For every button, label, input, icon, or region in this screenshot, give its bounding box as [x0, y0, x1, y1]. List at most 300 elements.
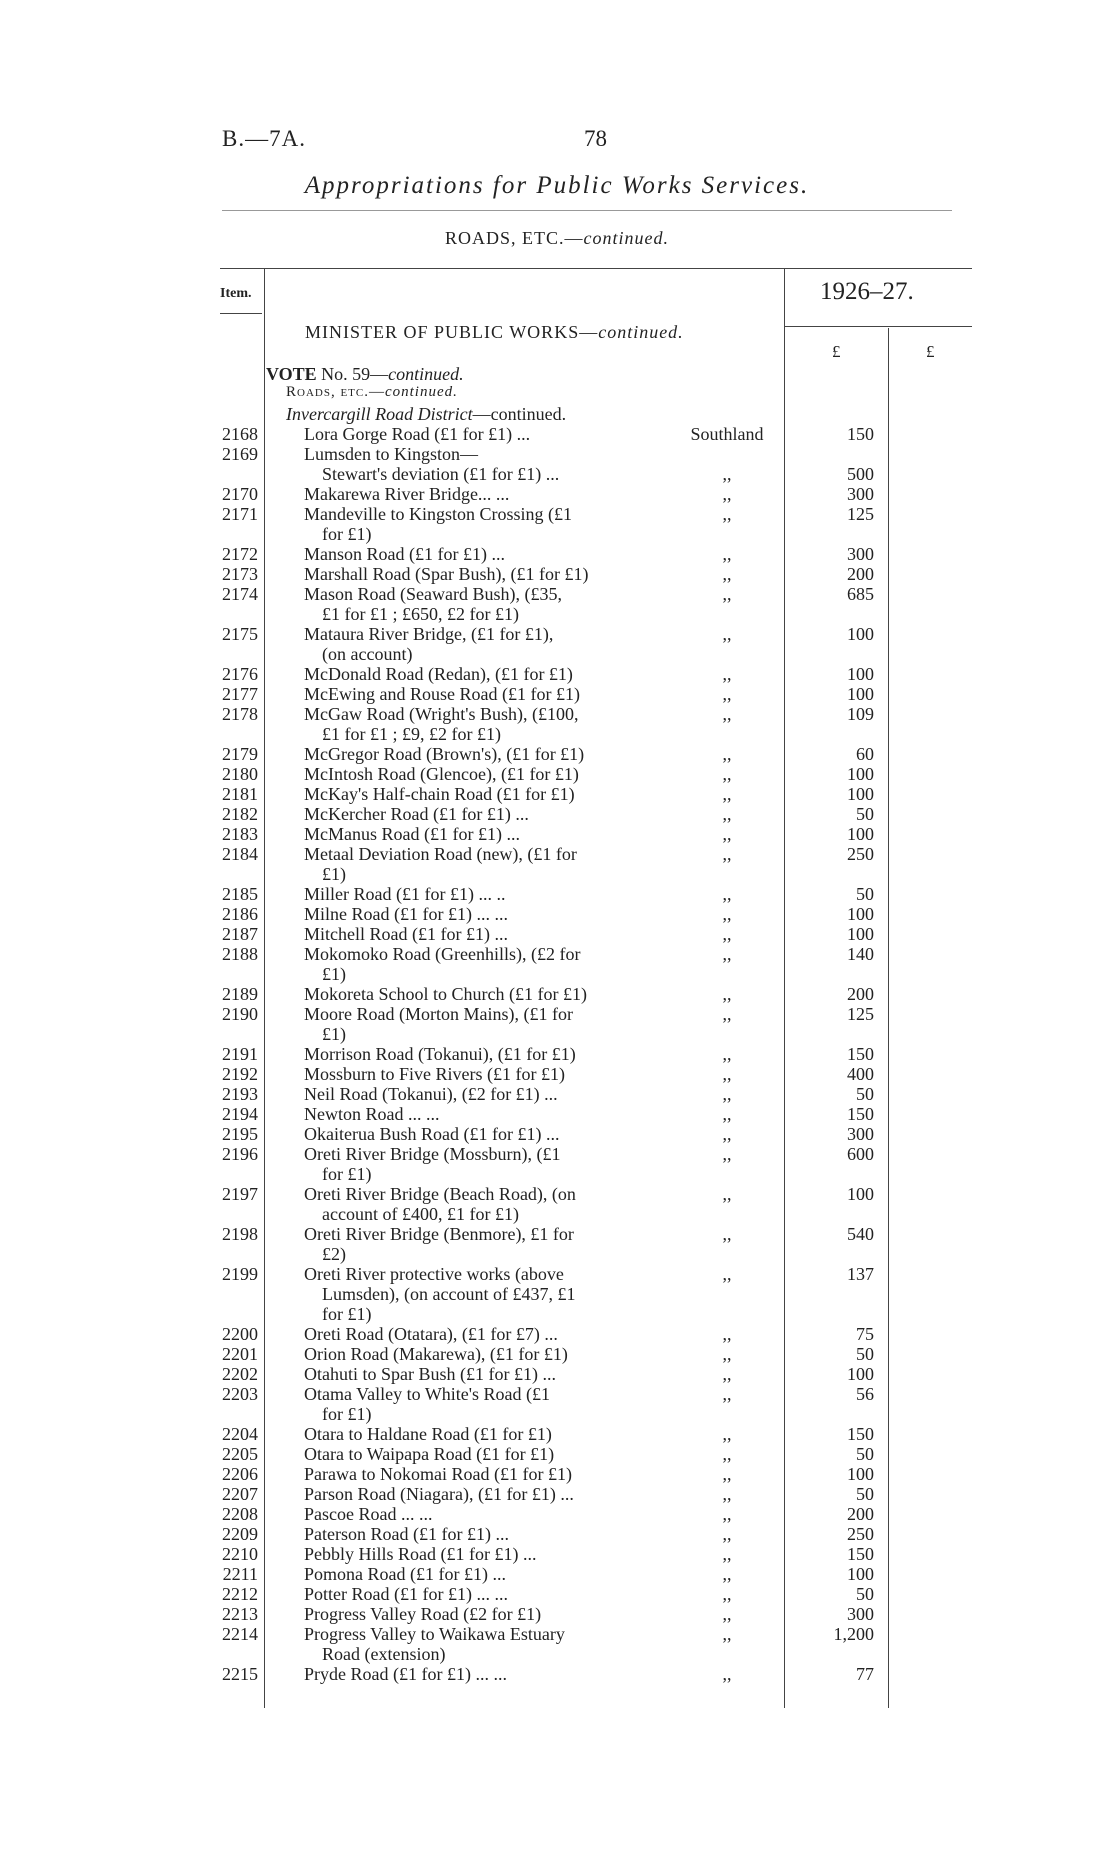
- item-number: 2211: [222, 1564, 258, 1584]
- table-row: [0, 664, 1114, 684]
- item-description: [304, 1444, 638, 1464]
- item-description: [304, 1624, 638, 1664]
- item-number: 2178: [222, 704, 258, 724]
- section-heading-continued: continued.: [583, 228, 669, 248]
- amount-cell: 300: [847, 484, 874, 504]
- district-cell: ,,: [722, 1004, 732, 1024]
- item-description: [304, 1664, 638, 1684]
- amount-cell: 75: [856, 1324, 874, 1344]
- district-cell: ,,: [722, 1124, 732, 1144]
- table-row: [0, 1524, 1114, 1544]
- district-heading: [286, 404, 566, 425]
- table-row: [0, 444, 1114, 464]
- item-number: 2207: [222, 1484, 258, 1504]
- item-number: 2195: [222, 1124, 258, 1144]
- description-line: for £1): [322, 1304, 372, 1324]
- item-description: [304, 484, 638, 504]
- item-number: 2187: [222, 924, 258, 944]
- description-line: Lumsden), (on account of £437, £1: [322, 1284, 576, 1304]
- item-description: [304, 1344, 638, 1364]
- description-line: for £1): [322, 1164, 372, 1184]
- table-row: [0, 764, 1114, 784]
- description-line: Stewart's deviation (£1 for £1) ...: [322, 464, 560, 484]
- item-number: 2191: [222, 1044, 258, 1064]
- description-line: Lumsden to Kingston—: [304, 444, 478, 464]
- item-description: [304, 1464, 638, 1484]
- table-row: [0, 1584, 1114, 1604]
- amount-cell: 150: [847, 424, 874, 444]
- table-row: [0, 684, 1114, 704]
- amount-cell: 250: [847, 1524, 874, 1544]
- table-row: [0, 1184, 1114, 1224]
- description-line: Lora Gorge Road (£1 for £1) ...: [304, 424, 531, 444]
- table-row: [0, 504, 1114, 544]
- item-number: 2200: [222, 1324, 258, 1344]
- table-row: [0, 424, 1114, 444]
- district-cell: ,,: [722, 904, 732, 924]
- item-number: 2193: [222, 1084, 258, 1104]
- vote-label: VOTE: [266, 364, 317, 384]
- amount-cell: 685: [847, 584, 874, 604]
- amount-cell: 140: [847, 944, 874, 964]
- item-number: 2168: [222, 424, 258, 444]
- district-cell: ,,: [722, 1064, 732, 1084]
- district-cell: ,,: [722, 1584, 732, 1604]
- district-cell: ,,: [722, 824, 732, 844]
- title-rule: [222, 210, 952, 211]
- item-number: 2188: [222, 944, 258, 964]
- item-number: 2182: [222, 804, 258, 824]
- table-row: [0, 1384, 1114, 1424]
- item-number: 2210: [222, 1544, 258, 1564]
- district-cell: ,,: [722, 464, 732, 484]
- table-row: [0, 884, 1114, 904]
- item-number: 2181: [222, 784, 258, 804]
- page-title: Appropriations for Public Works Services.: [304, 172, 810, 199]
- description-line: Otahuti to Spar Bush (£1 for £1) ...: [304, 1364, 556, 1384]
- roads-subheading-text: Roads, etc.—: [286, 384, 385, 400]
- description-line: Oreti River Bridge (Beach Road), (on: [304, 1184, 576, 1204]
- district-cell: ,,: [722, 1224, 732, 1244]
- district-cell: ,,: [722, 1504, 732, 1524]
- item-number: 2205: [222, 1444, 258, 1464]
- item-number: 2185: [222, 884, 258, 904]
- table-row: [0, 1664, 1114, 1684]
- table-row: [0, 1364, 1114, 1384]
- table-row: [0, 1324, 1114, 1344]
- district-cell: ,,: [722, 484, 732, 504]
- item-number: 2190: [222, 1004, 258, 1024]
- description-line: Otara to Waipapa Road (£1 for £1): [304, 1444, 555, 1464]
- item-number: 2212: [222, 1584, 258, 1604]
- district-cell: ,,: [722, 1664, 732, 1684]
- district-cell: ,,: [722, 884, 732, 904]
- item-number: 2213: [222, 1604, 258, 1624]
- item-number: 2171: [222, 504, 258, 524]
- district-cell: ,,: [722, 784, 732, 804]
- amount-cell: 100: [847, 624, 874, 644]
- table-row: [0, 1444, 1114, 1464]
- item-description: [304, 924, 638, 944]
- item-description: [304, 824, 638, 844]
- description-line: Pomona Road (£1 for £1) ...: [304, 1564, 506, 1584]
- item-number: 2183: [222, 824, 258, 844]
- amount-cell: 400: [847, 1064, 874, 1084]
- description-line: £1 for £1 ; £650, £2 for £1): [322, 604, 519, 624]
- item-description: [304, 904, 638, 924]
- description-line: Pebbly Hills Road (£1 for £1) ...: [304, 1544, 537, 1564]
- item-description: [304, 1524, 638, 1544]
- item-description: [304, 1264, 638, 1324]
- currency-header-1: £: [832, 342, 841, 361]
- amount-cell: 150: [847, 1104, 874, 1124]
- description-line: Newton Road ... ...: [304, 1104, 440, 1124]
- amount-cell: 200: [847, 564, 874, 584]
- item-description: [304, 664, 638, 684]
- item-description: [304, 464, 638, 484]
- item-description: [304, 504, 638, 544]
- table-row: [0, 464, 1114, 484]
- description-line: Progress Valley to Waikawa Estuary: [304, 1624, 565, 1644]
- amount-cell: 150: [847, 1044, 874, 1064]
- amount-cell: 60: [856, 744, 874, 764]
- district-cell: ,,: [722, 1044, 732, 1064]
- item-description: [304, 1544, 638, 1564]
- item-number: 2208: [222, 1504, 258, 1524]
- district-cell: ,,: [722, 924, 732, 944]
- description-line: Oreti Road (Otatara), (£1 for £7) ...: [304, 1324, 558, 1344]
- district-cell: ,,: [722, 704, 732, 724]
- amount-cell: 500: [847, 464, 874, 484]
- table-row: [0, 1264, 1114, 1324]
- table-row: [0, 984, 1114, 1004]
- district-cell: ,,: [722, 1344, 732, 1364]
- description-line: McKay's Half-chain Road (£1 for £1): [304, 784, 575, 804]
- district-cell: ,,: [722, 764, 732, 784]
- district-cell: ,,: [722, 1104, 732, 1124]
- description-line: Orion Road (Makarewa), (£1 for £1): [304, 1344, 568, 1364]
- description-line: for £1): [322, 1404, 372, 1424]
- amount-cell: 100: [847, 824, 874, 844]
- description-line: Potter Road (£1 for £1) ... ...: [304, 1584, 508, 1604]
- item-description: [304, 784, 638, 804]
- description-line: Mataura River Bridge, (£1 for £1),: [304, 624, 554, 644]
- description-line: Manson Road (£1 for £1) ...: [304, 544, 505, 564]
- district-cell: ,,: [722, 1324, 732, 1344]
- item-description: [304, 1584, 638, 1604]
- description-line: Mitchell Road (£1 for £1) ...: [304, 924, 508, 944]
- description-line: Mokomoko Road (Greenhills), (£2 for: [304, 944, 581, 964]
- amount-cell: 100: [847, 904, 874, 924]
- year-column-header: 1926–27.: [820, 278, 914, 305]
- item-header-rule: [220, 313, 262, 314]
- item-description: [304, 624, 638, 664]
- description-line: (on account): [322, 644, 413, 664]
- description-line: Mandeville to Kingston Crossing (£1: [304, 504, 572, 524]
- amount-cell: 100: [847, 1184, 874, 1204]
- item-number: 2169: [222, 444, 258, 464]
- table-row: [0, 584, 1114, 624]
- district-cell: ,,: [722, 1544, 732, 1564]
- description-line: Pascoe Road ... ...: [304, 1504, 433, 1524]
- table-row: [0, 544, 1114, 564]
- description-line: Okaiterua Bush Road (£1 for £1) ...: [304, 1124, 560, 1144]
- item-description: [304, 1104, 638, 1124]
- table-row: [0, 904, 1114, 924]
- description-line: Mokoreta School to Church (£1 for £1): [304, 984, 587, 1004]
- item-description: [304, 1184, 638, 1224]
- description-line: Oreti River Bridge (Benmore), £1 for: [304, 1224, 574, 1244]
- ministry-heading: [305, 322, 684, 343]
- description-line: McIntosh Road (Glencoe), (£1 for £1): [304, 764, 579, 784]
- item-number: 2175: [222, 624, 258, 644]
- district-cell: ,,: [722, 984, 732, 1004]
- description-line: Marshall Road (Spar Bush), (£1 for £1): [304, 564, 589, 584]
- item-number: 2180: [222, 764, 258, 784]
- item-number: 2194: [222, 1104, 258, 1124]
- item-description: [304, 1604, 638, 1624]
- table-row: [0, 624, 1114, 664]
- currency-header-2: £: [926, 342, 935, 361]
- item-number: 2202: [222, 1364, 258, 1384]
- table-row: [0, 1344, 1114, 1364]
- description-line: Road (extension): [322, 1644, 446, 1664]
- amount-cell: 109: [847, 704, 874, 724]
- item-description: [304, 1224, 638, 1264]
- district-cell: ,,: [722, 684, 732, 704]
- table-row: [0, 1504, 1114, 1524]
- district-cell: ,,: [722, 1264, 732, 1284]
- table-row: [0, 1004, 1114, 1044]
- description-line: for £1): [322, 524, 372, 544]
- description-line: £1): [322, 1024, 346, 1044]
- amount-cell: 50: [856, 884, 874, 904]
- description-line: Pryde Road (£1 for £1) ... ...: [304, 1664, 507, 1684]
- vote-number: No. 59—: [321, 364, 389, 384]
- item-number: 2186: [222, 904, 258, 924]
- roads-subheading: [286, 384, 458, 401]
- district-cell: ,,: [722, 1604, 732, 1624]
- item-number: 2201: [222, 1344, 258, 1364]
- table-row: [0, 1084, 1114, 1104]
- district-cell: ,,: [722, 1144, 732, 1164]
- item-number: 2177: [222, 684, 258, 704]
- item-number: 2172: [222, 544, 258, 564]
- item-number: 2199: [222, 1264, 258, 1284]
- item-number: 2196: [222, 1144, 258, 1164]
- district-cell: ,,: [722, 1184, 732, 1204]
- item-number: 2197: [222, 1184, 258, 1204]
- item-description: [304, 804, 638, 824]
- table-row: [0, 1224, 1114, 1264]
- district-cell: ,,: [722, 1464, 732, 1484]
- item-description: [304, 584, 638, 624]
- item-number: 2203: [222, 1384, 258, 1404]
- item-description: [304, 1564, 638, 1584]
- description-line: Parson Road (Niagara), (£1 for £1) ...: [304, 1484, 574, 1504]
- amount-cell: 100: [847, 1364, 874, 1384]
- item-number: 2184: [222, 844, 258, 864]
- item-description: [304, 944, 638, 984]
- district-cell: ,,: [722, 1524, 732, 1544]
- district-cell: ,,: [722, 624, 732, 644]
- table-row: [0, 484, 1114, 504]
- table-row: [0, 1064, 1114, 1084]
- item-number: 2209: [222, 1524, 258, 1544]
- amount-cell: 600: [847, 1144, 874, 1164]
- amount-cell: 100: [847, 784, 874, 804]
- description-line: account of £400, £1 for £1): [322, 1204, 519, 1224]
- district-cell: ,,: [722, 1084, 732, 1104]
- amount-cell: 50: [856, 1444, 874, 1464]
- item-description: [304, 1364, 638, 1384]
- description-line: Oreti River protective works (above: [304, 1264, 564, 1284]
- description-line: McGaw Road (Wright's Bush), (£100,: [304, 704, 579, 724]
- table-row: [0, 744, 1114, 764]
- table-row: [0, 1104, 1114, 1124]
- item-number: 2170: [222, 484, 258, 504]
- amount-cell: 56: [856, 1384, 874, 1404]
- amount-cell: 300: [847, 1604, 874, 1624]
- table-row: [0, 924, 1114, 944]
- item-number: 2173: [222, 564, 258, 584]
- item-description: [304, 764, 638, 784]
- section-heading: [0, 228, 1114, 249]
- district-cell: ,,: [722, 564, 732, 584]
- description-line: £1): [322, 964, 346, 984]
- item-description: [304, 1324, 638, 1344]
- amount-cell: 100: [847, 1564, 874, 1584]
- table-row: [0, 804, 1114, 824]
- item-number: 2179: [222, 744, 258, 764]
- description-line: McManus Road (£1 for £1) ...: [304, 824, 520, 844]
- item-description: [304, 1064, 638, 1084]
- item-description: [304, 1144, 638, 1184]
- table-row: [0, 704, 1114, 744]
- amount-cell: 100: [847, 1464, 874, 1484]
- item-description: [304, 1084, 638, 1104]
- item-description: [304, 1484, 638, 1504]
- table-row: [0, 1604, 1114, 1624]
- amount-cell: 300: [847, 544, 874, 564]
- description-line: Mason Road (Seaward Bush), (£35,: [304, 584, 562, 604]
- table-row: [0, 844, 1114, 884]
- description-line: McKercher Road (£1 for £1) ...: [304, 804, 529, 824]
- appropriations-table-body: [0, 424, 1114, 1684]
- item-number: 2214: [222, 1624, 258, 1644]
- description-line: Neil Road (Tokanui), (£2 for £1) ...: [304, 1084, 558, 1104]
- item-number: 2189: [222, 984, 258, 1004]
- amount-cell: 50: [856, 1084, 874, 1104]
- description-line: Otara to Haldane Road (£1 for £1): [304, 1424, 552, 1444]
- item-number: 2192: [222, 1064, 258, 1084]
- description-line: McGregor Road (Brown's), (£1 for £1): [304, 744, 585, 764]
- amount-cell: 300: [847, 1124, 874, 1144]
- amount-cell: 1,200: [833, 1624, 874, 1644]
- description-line: £1 for £1 ; £9, £2 for £1): [322, 724, 501, 744]
- table-row: [0, 1464, 1114, 1484]
- item-description: [304, 844, 638, 884]
- district-name: Invercargill Road District: [286, 404, 473, 424]
- item-description: [304, 1124, 638, 1144]
- table-row: [0, 1544, 1114, 1564]
- item-description: [304, 1424, 638, 1444]
- district-cell: ,,: [722, 1364, 732, 1384]
- district-cell: ,,: [722, 1424, 732, 1444]
- district-cell: ,,: [722, 584, 732, 604]
- description-line: Miller Road (£1 for £1) ... ..: [304, 884, 506, 904]
- table-row: [0, 1484, 1114, 1504]
- district-continued: —continued.: [472, 404, 567, 424]
- description-line: Otama Valley to White's Road (£1: [304, 1384, 551, 1404]
- district-cell: ,,: [722, 1624, 732, 1644]
- amount-cell: 100: [847, 764, 874, 784]
- section-heading-text: ROADS, ETC.—: [445, 228, 584, 248]
- amount-cell: 50: [856, 1484, 874, 1504]
- amount-cell: 200: [847, 1504, 874, 1524]
- amount-cell: 150: [847, 1424, 874, 1444]
- vote-heading: [266, 364, 464, 385]
- table-row: [0, 824, 1114, 844]
- district-cell: ,,: [722, 804, 732, 824]
- item-description: [304, 1384, 638, 1424]
- amount-cell: 250: [847, 844, 874, 864]
- table-row: [0, 1044, 1114, 1064]
- description-line: McEwing and Rouse Road (£1 for £1): [304, 684, 580, 704]
- item-column-header: Item.: [220, 286, 252, 301]
- amount-cell: 50: [856, 1344, 874, 1364]
- district-cell: ,,: [722, 1444, 732, 1464]
- amount-cell: 100: [847, 924, 874, 944]
- item-description: [304, 564, 638, 584]
- item-description: [304, 424, 638, 444]
- item-description: [304, 984, 638, 1004]
- item-number: 2198: [222, 1224, 258, 1244]
- amount-cell: 150: [847, 1544, 874, 1564]
- amount-cell: 77: [856, 1664, 874, 1684]
- district-cell: ,,: [722, 744, 732, 764]
- item-description: [304, 1044, 638, 1064]
- district-cell: ,,: [722, 844, 732, 864]
- description-line: Metaal Deviation Road (new), (£1 for: [304, 844, 577, 864]
- item-description: [304, 444, 638, 464]
- district-cell: ,,: [722, 1564, 732, 1584]
- table-top-rule: [220, 268, 972, 269]
- table-row: [0, 944, 1114, 984]
- amount-cell: 200: [847, 984, 874, 1004]
- table-row: [0, 564, 1114, 584]
- roads-subheading-continued: continued.: [384, 384, 458, 400]
- table-row: [0, 1124, 1114, 1144]
- description-line: Paterson Road (£1 for £1) ...: [304, 1524, 509, 1544]
- ministry-heading-continued: continued.: [598, 322, 684, 342]
- table-row: [0, 1144, 1114, 1184]
- item-description: [304, 884, 638, 904]
- description-line: Moore Road (Morton Mains), (£1 for: [304, 1004, 573, 1024]
- item-description: [304, 684, 638, 704]
- amount-cell: 50: [856, 804, 874, 824]
- district-cell: ,,: [722, 944, 732, 964]
- item-number: 2174: [222, 584, 258, 604]
- district-cell: ,,: [722, 1484, 732, 1504]
- item-number: 2206: [222, 1464, 258, 1484]
- description-line: Milne Road (£1 for £1) ... ...: [304, 904, 508, 924]
- amount-cell: 100: [847, 664, 874, 684]
- table-row: [0, 1564, 1114, 1584]
- item-number: 2215: [222, 1664, 258, 1684]
- description-line: Progress Valley Road (£2 for £1): [304, 1604, 542, 1624]
- district-cell: ,,: [722, 1384, 732, 1404]
